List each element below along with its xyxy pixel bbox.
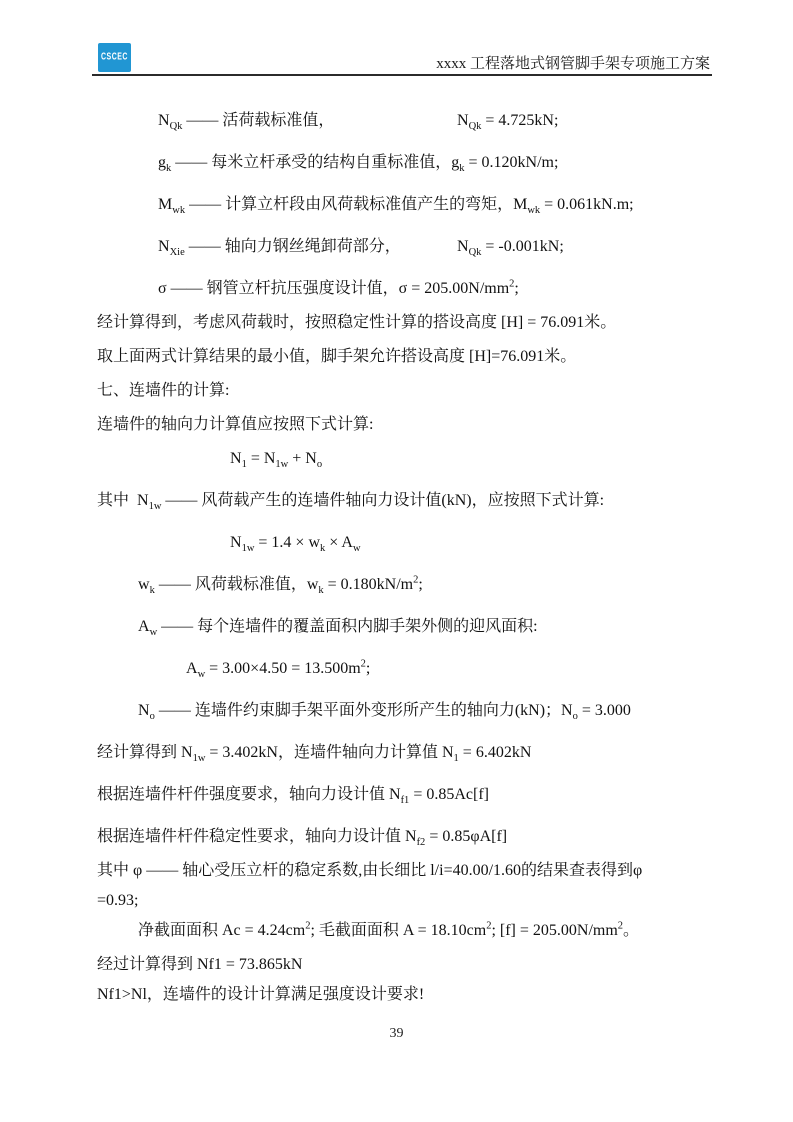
document-line: Nf1>Nl，连墙件的设计计算满足强度设计要求!: [97, 986, 425, 1003]
document-line: 取上面两式计算结果的最小值，脚手架允许搭设高度 [H]=76.091米。: [97, 348, 577, 365]
document-line: $N_1 = N_{1w} + N_o$: [230, 450, 323, 471]
document-line: $A_w = 3.00\times 4.50 = 13.500m^2$;: [186, 658, 371, 681]
document-body: [97, 110, 715, 1014]
document-line: $N_{Xie}$ —— 轴向力钢丝绳卸荷部分， $N_{Qk} = -0.001kN$;: [158, 238, 564, 259]
line-value: $N_{Qk} = -0.001kN$;: [457, 238, 564, 259]
document-line: $N_{1w} = 1.4 \times w_k \times A_w$: [230, 534, 361, 555]
document-line: 经计算得到，考虑风荷载时，按照稳定性计算的搭设高度 [H] = 76.091米。: [97, 314, 617, 331]
document-line: 经过计算得到 Nf1 = 73.865kN: [97, 956, 303, 973]
document-line: 根据连墙件杆件稳定性要求，轴向力设计值 $N_{f2} = 0.85\varphi A[f]$: [97, 828, 508, 849]
header-divider: [92, 74, 712, 76]
document-line: =0.93;: [97, 892, 139, 909]
document-line: $N_o$ —— 连墙件约束脚手架平面外变形所产生的轴向力(kN)；$N_o = 3.000$: [138, 702, 631, 723]
page-header: [0, 0, 793, 77]
document-line: 其中 $N_{1w}$ —— 风荷载产生的连墙件轴向力设计值(kN)，应按照下式计算:: [97, 492, 605, 513]
header-title: xxxx 工程落地式钢管脚手架专项施工方案: [436, 56, 710, 72]
document-line: 根据连墙件杆件强度要求，轴向力设计值 $N_{f1} = 0.85Ac[f]$: [97, 786, 489, 807]
page-number: 39: [389, 1026, 404, 1041]
document-line: $g_k$ —— 每米立杆承受的结构自重标准值，$g_k = 0.120kN/m$;: [158, 154, 559, 175]
document-line: $N_{Qk}$ —— 活荷载标准值， $N_{Qk} = 4.725kN$;: [158, 112, 559, 133]
document-line: $w_k$ —— 风荷载标准值，$w_k = 0.180kN/m^2$;: [138, 574, 423, 597]
document-line: 其中 φ —— 轴心受压立杆的稳定系数,由长细比 l/i=40.00/1.60的结果查表得到φ: [97, 862, 643, 879]
line-value: $N_{Qk} = 4.725kN$;: [457, 112, 559, 133]
document-line: 七、连墙件的计算:: [97, 382, 230, 399]
cscec-logo-text: CSCEC: [100, 52, 128, 63]
document-line: σ —— 钢管立杆抗压强度设计值，$\sigma = 205.00N/mm^2$;: [158, 278, 519, 297]
document-line: $A_w$ —— 每个连墙件的覆盖面积内脚手架外侧的迎风面积:: [138, 618, 538, 639]
document-line: $M_{wk}$ —— 计算立杆段由风荷载标准值产生的弯矩，$M_{wk} = 0.061kN.m$;: [158, 196, 634, 217]
document-line: 净截面面积 $Ac = 4.24cm^2$; 毛截面面积 $A = 18.10cm^2$; $[f] = 205.00N/mm^2$。: [138, 920, 640, 939]
document-line: 经计算得到 $N_{1w} = 3.402kN$，连墙件轴向力计算值 $N_1 = 6.402kN$: [97, 744, 532, 765]
document-line: 连墙件的轴向力计算值应按照下式计算:: [97, 416, 374, 433]
